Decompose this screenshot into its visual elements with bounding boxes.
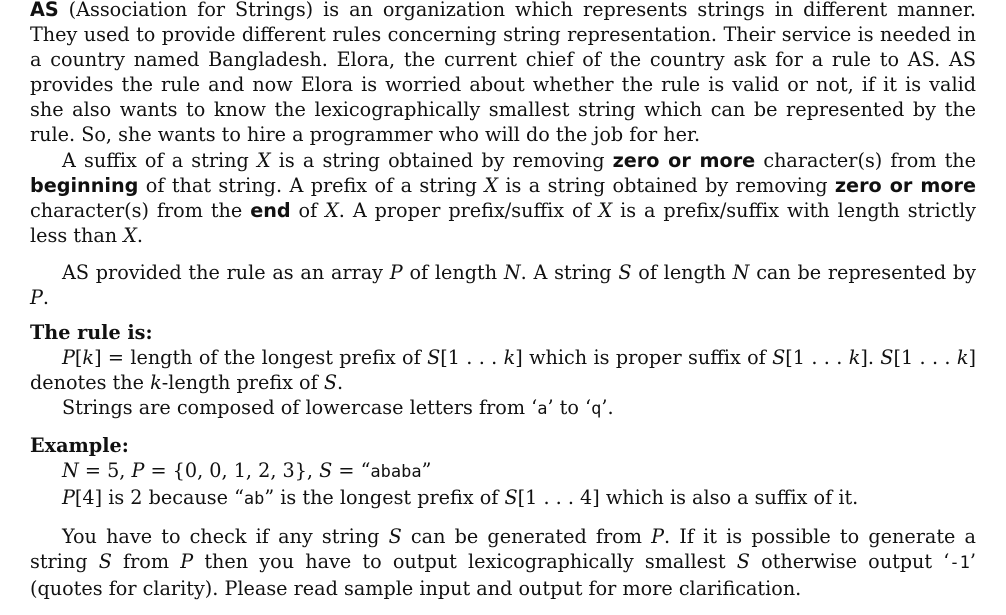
rule-text: -length prefix of [161,371,324,395]
example-string: ababa [370,461,422,482]
rule-text: [1 . . . [785,346,849,370]
defs-text: . [136,223,144,247]
var-p: P [30,286,43,310]
var-n: N [732,260,750,284]
provided-text: of length [631,260,733,284]
intro-text: (Association for Strings) is an organization which represents strings in different manner. They used to provide different rules concerning string representation. Their service is needed in a country named Bangladesh. Elora, the current chief of the country ask for a rule to AS. AS provides the rule and now Elora is worried about whether the rule is valid or not, if it is valid she also wants to know the lexicographically smallest string which can be represented by the rule. So, she wants to hire a programmer who will do the job for her. [30,0,976,147]
provided-text: . [42,286,50,310]
var-k: k [956,346,969,370]
rule-heading: The rule is: [30,321,153,345]
rule-text: [1 . . . [893,346,957,370]
var-p: P [62,346,75,370]
example-line-1 [30,458,976,485]
emphasis-end: end [250,198,291,222]
rule-text: . [336,371,344,395]
var-k: k [82,346,95,370]
rule-text: [ [74,346,83,370]
example-text: = {0, 0, 1, 2, 3}, [144,458,320,482]
var-p: P [62,485,75,509]
defs-text: is a string obtained by removing [270,148,613,172]
var-s: S [618,260,632,284]
task-text: from [111,549,181,573]
var-k: k [848,346,861,370]
alphabet-text: ’. [601,396,614,420]
example-line-2 [30,485,976,512]
defs-text: is a string obtained by removing [498,173,835,197]
task-text: You have to check if any string [62,524,389,548]
defs-text: of [290,198,326,222]
var-x: X [484,173,499,197]
task-text: can be generated from [401,524,652,548]
provided-text: can be represented by [749,260,977,284]
var-s: S [880,346,894,370]
example-text: = “ [332,458,371,482]
task-text: . If it is possible to generate a string [30,524,976,573]
var-s: S [323,371,337,395]
emphasis-zero-or-more: zero or more [834,173,976,197]
task-text: then you have to output lexicographically smallest [193,549,737,573]
example-text: [4] is 2 because “ [74,485,244,509]
var-p: P [651,524,665,548]
rule-text: ] denotes the [30,346,976,395]
example-prefix-string: ab [243,488,265,509]
var-s: S [319,458,333,482]
defs-text: character(s) from the [755,148,976,172]
var-s: S [388,524,402,548]
var-p: P [131,458,145,482]
emphasis-beginning: beginning [30,173,139,197]
example-heading: Example: [30,433,129,457]
var-k: k [503,346,516,370]
problem-statement [30,0,976,601]
var-s: S [772,346,786,370]
as-abbreviation: AS [30,0,59,21]
var-k: k [150,371,162,395]
rule-text: ]. [860,346,881,370]
var-n: N [62,458,79,482]
output-code: -1 [949,552,970,573]
provided-paragraph [30,260,976,310]
rule-definition [30,345,976,395]
alphabet-end: q [591,399,602,420]
example-text: [1 . . . 4] which is also a suffix of it. [517,485,859,509]
var-s: S [736,549,750,573]
task-text: ’ (quotes for clarity). Please read sample input and output for more clarification. [30,549,977,600]
alphabet-text: Strings are composed of lowercase letters from ‘ [62,396,538,420]
defs-text: . A proper prefix/suffix of [338,198,599,222]
var-x: X [325,198,339,222]
example-text: ” [421,458,432,482]
task-text: otherwise output ‘ [749,549,950,573]
defs-text: character(s) from the [30,198,251,222]
var-x: X [123,223,137,247]
rule-text: ] which is proper suffix of [515,346,773,370]
var-x: X [598,198,613,222]
var-s: S [504,485,518,509]
definitions-paragraph [30,148,976,248]
var-x: X [256,148,271,172]
var-n: N [503,260,521,284]
emphasis-zero-or-more: zero or more [612,148,756,172]
rule-text: [1 . . . [440,346,504,370]
alphabet-text: ’ to ‘ [547,396,592,420]
task-paragraph [30,524,976,601]
intro-paragraph [30,0,976,148]
defs-text: A suffix of a string [62,148,257,172]
var-s: S [427,346,441,370]
var-s: S [98,549,112,573]
var-p: P [180,549,194,573]
provided-text: of length [402,260,504,284]
defs-text: is a prefix/suffix with length strictly less than [30,198,977,247]
alphabet-start: a [537,399,548,420]
provided-text: AS provided the rule as an array [62,260,390,284]
rule-text: ] = length of the longest prefix of [94,346,428,370]
example-text: ” is the longest prefix of [264,485,505,509]
provided-text: . A string [520,260,619,284]
alphabet-line [30,395,976,422]
defs-text: of that string. A prefix of a string [138,173,485,197]
example-text: = 5, [78,458,132,482]
var-p: P [389,260,403,284]
